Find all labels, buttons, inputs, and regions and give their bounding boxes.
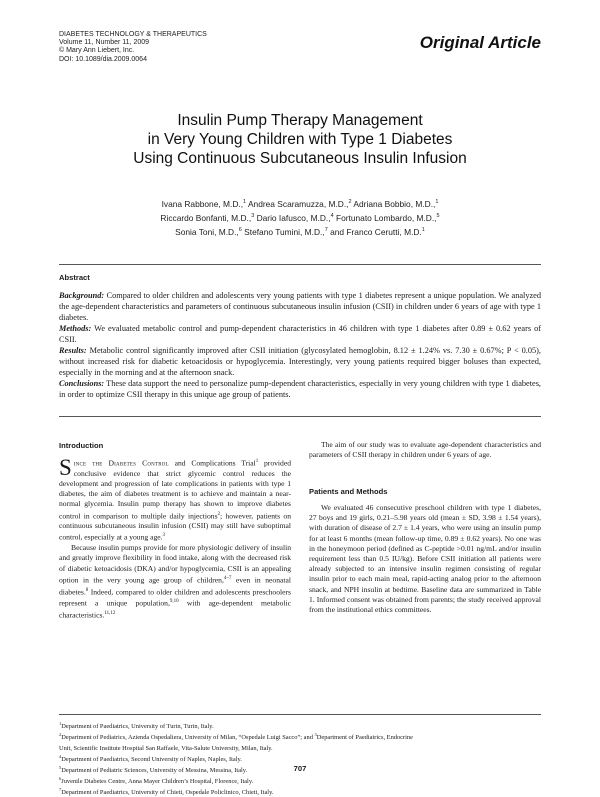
- footnote-text: Juvenile Diabetes Centre, Anna Mayer Children’s Hospital, Florence, Italy.: [61, 778, 254, 786]
- author-name: Fortunato Lombardo, M.D.,: [333, 212, 437, 223]
- paragraph-text: even in neonatal diabetes.: [59, 575, 291, 597]
- affiliation-mark: 2: [348, 199, 352, 205]
- paragraph-text: provided conclusive evidence that strict glycemic control reduces the development and progression of late complications in patients with type 1 diabetes, the aim of diabetes treatment is to achieve and maintain a near-normal glycemia. Insulin pump therapy has shown to improve diabetes control in comparison to multiple daily injections: [59, 458, 291, 521]
- author-line: [80, 210, 520, 224]
- paragraph-text: The aim of our study was to evaluate age-dependent characteristics and parameters of CSII therapy in children under 6 years of age.: [309, 440, 541, 460]
- footnote-text: Unit, Scientific Institute Hospital San Raffaele, Vita-Salute University, Milan, Italy.: [59, 745, 273, 753]
- patients-methods-body: [309, 503, 541, 615]
- abstract-background: [59, 290, 541, 323]
- footnote-mark: 2: [59, 732, 62, 738]
- paragraph-text: and Complications Trial: [168, 458, 256, 468]
- affiliation-mark: 7: [324, 226, 328, 233]
- title-line: Using Continuous Subcutaneous Insulin Infusion: [133, 150, 467, 167]
- citation: 4–7: [223, 575, 232, 581]
- citation: 8: [85, 587, 89, 593]
- journal-copyright: © Mary Ann Liebert, Inc.: [59, 47, 135, 55]
- affiliation-mark: 3: [251, 212, 255, 219]
- footnote: [59, 786, 541, 797]
- abstract-conclusions: [59, 378, 541, 400]
- author-name: Stefano Tumini, M.D.,: [241, 226, 325, 237]
- footnote-text: Department of Paediatrics, Endocrine: [316, 734, 413, 742]
- footnote: [59, 775, 541, 786]
- author-name: Dario Iafusco, M.D.,: [254, 212, 331, 223]
- abstract-heading: Abstract: [59, 273, 90, 282]
- abstract-top-rule: [59, 264, 541, 265]
- abstract-label: Methods:: [59, 324, 92, 333]
- abstract-text: Metabolic control significantly improved after CSII initiation (glycosylated hemoglobin, 8.12 ± 1.24% vs. 7.30 ± 0.67%; P < 0.05), without increased risk for diabetic ketoacidosis or hypoglycemia. Interestingly, very young patients required bigger boluses than expected, especially in the morning and at the afternoon snack.: [59, 346, 541, 377]
- author-name: Adriana Bobbio, M.D.,: [351, 198, 436, 209]
- citation: 2: [217, 511, 221, 517]
- journal-info: [59, 31, 207, 64]
- aim-paragraph: [309, 440, 541, 460]
- journal-doi: DOI: 10.1089/dia.2009.0064: [59, 55, 147, 63]
- paragraph-text: We evaluated 46 consecutive preschool children with type 1 diabetes, 27 boys and 19 girls, 0.21–5.98 years old (mean ± SD, 3.98 ± 1.54 years), with duration of disease of 2.7 ± 1.4 years, who were using an insulin pump for at least 6 months (mean follow-up time, 0.89 ± 0.62 years). No one was in the honeymoon period (defined as C-peptide >0.01 ng/mL and/or insulin requirement less than 0.5 IU/kg). Before CSII initiation all patients were already subjected to an intensive insulin regimen consisting of regular insulin prior to each main meal, rapid-acting analog prior to the afternoon snack, and NPH insulin at bedtime. Baseline data are summarized in Table 1. Informed consent was obtained from parents; the study received approval from the institutional ethics committees.: [309, 503, 541, 615]
- paragraph-text: with age-dependent metabolic characteristics.: [59, 598, 291, 620]
- title-line: in Very Young Children with Type 1 Diabetes: [147, 131, 453, 148]
- affiliation-mark: 5: [436, 212, 440, 219]
- introduction-heading: Introduction: [59, 441, 104, 450]
- citation: 1: [255, 459, 259, 464]
- affiliation-mark: 1: [435, 199, 439, 205]
- journal-name: DIABETES TECHNOLOGY & THERAPEUTICS: [59, 31, 207, 38]
- paragraph-text: Indeed, compared to older children and adolescents preschoolers represent a unique population,: [59, 587, 291, 608]
- footnote: [59, 742, 541, 753]
- footnote-text: Department of Paediatrics, Second University of Naples, Naples, Italy.: [61, 756, 242, 764]
- footnote-mark: 7: [59, 787, 62, 793]
- smallcaps-text: ince the Diabetes Control: [73, 458, 169, 468]
- affiliation-mark: 6: [238, 226, 242, 233]
- footnote-text: Department of Paediatrics, University of Turin, Turin, Italy.: [61, 723, 214, 731]
- abstract-label: Background:: [59, 291, 105, 300]
- affiliation-mark: 1: [243, 199, 247, 205]
- footnote-text: Department of Pediatric Sciences, University of Messina, Messina, Italy.: [61, 767, 248, 775]
- author-name: Riccardo Bonfanti, M.D.,: [160, 212, 252, 223]
- paragraph-text: ; however, patients on continuous subcutaneous insulin infusion (CSII) may still have suboptimal control, especially at a young age.: [59, 511, 291, 543]
- footnote-mark: 3: [314, 732, 317, 738]
- footnote-mark: 1: [59, 721, 62, 726]
- abstract-text: These data support the need to personalize pump-dependent characteristics, especially in very young children with type 1 diabetes, in order to optimize CSII therapy in this unique age group of patients.: [59, 379, 541, 399]
- affiliation-mark: 1: [421, 226, 425, 233]
- footnote-mark: 4: [59, 754, 62, 760]
- journal-volume: Volume 11, Number 11, 2009: [59, 39, 150, 47]
- intro-paragraph-1: [59, 457, 291, 543]
- footnote: [59, 753, 541, 764]
- footnote: [59, 731, 541, 742]
- drop-cap: S: [59, 455, 72, 480]
- abstract-methods: [59, 323, 541, 345]
- paragraph-text: Because insulin pumps provide for more physiologic delivery of insulin and greatly improve flexibility in food intake, along with the decreased risk of diabetic ketoacidosis (DKA) and/or hypoglycemia, CSII is an appealing option in the very young age group of children,: [59, 543, 291, 585]
- author-line: [80, 196, 520, 210]
- author-name: and Franco Cerutti, M.D.: [327, 226, 422, 237]
- title-line: Insulin Pump Therapy Management: [177, 112, 423, 129]
- citation: 11,12: [104, 611, 116, 617]
- author-name: Andrea Scaramuzza, M.D.,: [246, 198, 349, 209]
- affiliation-footnotes: [59, 720, 541, 797]
- abstract-label: Results:: [59, 346, 87, 355]
- introduction-body: [59, 457, 291, 621]
- patients-methods-heading: Patients and Methods: [309, 487, 388, 496]
- affiliation-mark: 4: [330, 212, 334, 219]
- page-number: 707: [293, 764, 307, 773]
- article-type-label: Original Article: [419, 33, 541, 52]
- article-title: [60, 111, 540, 168]
- footnote: [59, 720, 541, 731]
- author-name: Ivana Rabbone, M.D.,: [161, 198, 244, 209]
- citation: 9,10: [169, 599, 179, 605]
- abstract-text: Compared to older children and adolescents very young patients with type 1 diabetes represent a unique population. We analyzed the age-dependent characteristics and parameters of continuous subcutaneous insulin infusion (CSII) in children under 6 years of age with type 1 diabetes.: [59, 291, 541, 322]
- footnote-mark: 5: [59, 765, 62, 771]
- abstract-body: [59, 290, 541, 400]
- citation: 3: [162, 533, 166, 539]
- abstract-text: We evaluated metabolic control and pump-dependent characteristics in 46 children with type 1 diabetes after 0.89 ± 0.62 years of CSII.: [59, 324, 541, 344]
- abstract-label: Conclusions:: [59, 379, 105, 388]
- footnote-text: Department of Paediatrics, University of Chieti, Ospedale Policlinico, Chieti, Italy.: [61, 789, 274, 797]
- author-line: [80, 224, 520, 238]
- abstract-bottom-rule: [59, 416, 541, 417]
- footnote-text: Department of Pediatrics, Azienda Ospedaliera, University of Milan, “Ospedale Luigi Sacco”; and: [61, 734, 315, 742]
- footnote-mark: 6: [59, 776, 62, 782]
- author-list: [80, 196, 520, 237]
- intro-paragraph-2: [59, 543, 291, 621]
- footnote-rule: [59, 714, 541, 715]
- author-name: Sonia Toni, M.D.,: [175, 226, 239, 237]
- abstract-results: [59, 345, 541, 378]
